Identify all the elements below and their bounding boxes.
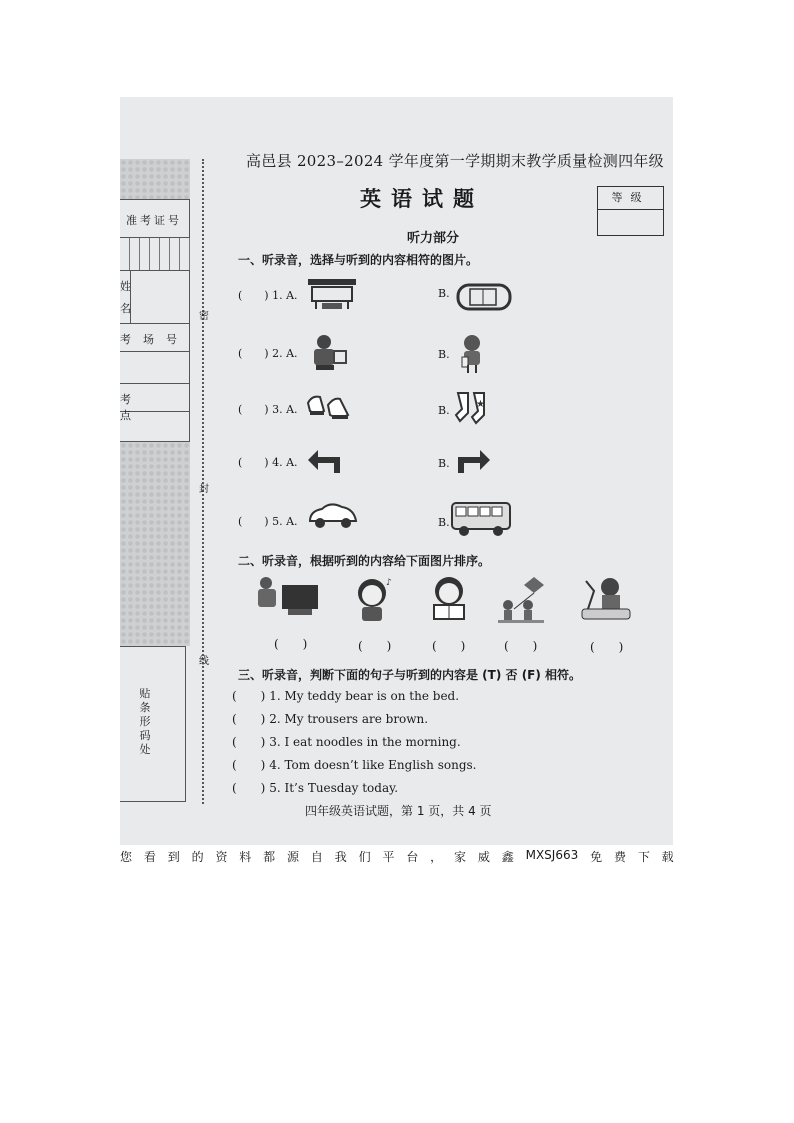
note-char: 下 — [637, 850, 650, 864]
exam-header: 高邑县 2023–2024 学年度第一学期期末教学质量检测四年级 — [246, 152, 664, 170]
tv-watching-icon — [256, 575, 320, 619]
svg-text:★: ★ — [476, 399, 485, 410]
girl-reading-icon — [426, 575, 472, 621]
seal-char-mi: 密 — [199, 311, 209, 322]
order-blank-3[interactable]: ( ) — [432, 639, 466, 653]
q3-b-label: B. — [438, 404, 450, 417]
room-input-row — [120, 352, 190, 384]
source-note — [120, 848, 674, 865]
tf-text: 5. It’s Tuesday today. — [269, 781, 399, 795]
tf-blank[interactable]: ( ) — [232, 781, 266, 795]
note-char: 您 — [120, 850, 133, 864]
car-icon — [306, 499, 360, 531]
note-char: 家 — [454, 850, 467, 864]
note-code: MXSJ663 — [525, 848, 579, 862]
hex-pattern-bottom — [120, 442, 190, 646]
page-title: 英语试题 — [360, 186, 484, 211]
q1-prefix: ( ) 1. A. — [238, 289, 298, 302]
tf-blank[interactable]: ( ) — [232, 689, 266, 703]
scanned-exam-page — [120, 97, 673, 845]
tf-text: 4. Tom doesn’t like English songs. — [269, 758, 477, 772]
site-row — [120, 384, 190, 422]
note-char: 免 — [590, 850, 603, 864]
note-char: 看 — [143, 850, 156, 864]
section-subtitle: 听力部分 — [407, 231, 460, 246]
note-char: 们 — [358, 850, 371, 864]
note-char: 费 — [613, 850, 626, 864]
grade-box — [597, 186, 664, 236]
barcode-label: 贴条形码处 — [139, 687, 151, 756]
exam-id-label: 准考证号 — [126, 214, 182, 227]
q4-b-label: B. — [438, 457, 450, 470]
note-char: 到 — [167, 850, 180, 864]
note-char: ， — [430, 850, 443, 864]
exam-id-grid — [120, 238, 190, 271]
q2-b-label: B. — [438, 348, 450, 361]
tf-text: 1. My teddy bear is on the bed. — [269, 689, 460, 703]
site-label: 考点 — [120, 393, 167, 422]
tf-text: 2. My trousers are brown. — [269, 712, 429, 726]
tf-blank[interactable]: ( ) — [232, 735, 266, 749]
page-footer: 四年级英语试题，第 1 页，共 4 页 — [305, 804, 492, 818]
tf-blank[interactable]: ( ) — [232, 758, 266, 772]
tf-item-3 — [232, 731, 476, 754]
classroom-icon — [306, 275, 358, 311]
turn-right-icon — [454, 447, 494, 475]
room-label: 考场号 — [120, 333, 189, 346]
note-char: 威 — [477, 850, 490, 864]
seal-char-feng: 封 — [199, 484, 209, 495]
name-row — [120, 270, 190, 324]
girl-singing-icon — [352, 575, 396, 623]
q5-prefix: ( ) 5. A. — [238, 515, 298, 528]
note-char: 资 — [215, 850, 228, 864]
note-char: 都 — [263, 850, 276, 864]
name-label-1: 姓 — [120, 280, 131, 293]
name-label-2: 名 — [120, 302, 131, 315]
room-row — [120, 324, 190, 352]
shoes-icon — [306, 391, 350, 423]
barcode-area — [120, 646, 186, 802]
tf-blank[interactable]: ( ) — [232, 712, 266, 726]
note-char: 台 — [406, 850, 419, 864]
note-char: 的 — [191, 850, 204, 864]
hex-pattern-top — [120, 159, 190, 199]
order-blank-5[interactable]: ( ) — [590, 640, 624, 654]
note-char: 我 — [334, 850, 347, 864]
note-char: 料 — [239, 850, 252, 864]
girl-drinking-icon — [456, 333, 488, 375]
window-icon — [456, 283, 512, 311]
section1-heading: 一、听录音，选择与听到的内容相符的图片。 — [238, 253, 479, 267]
q5-b-label: B. — [438, 516, 450, 529]
q4-prefix: ( ) 4. A. — [238, 456, 298, 469]
seal-char-xian: 线 — [199, 656, 209, 667]
q1-b-label: B. — [438, 287, 450, 300]
student-info-box — [120, 199, 190, 442]
order-blank-4[interactable]: ( ) — [504, 639, 538, 653]
note-char: 源 — [287, 850, 300, 864]
tf-list — [232, 685, 476, 800]
exam-id-row — [120, 200, 190, 238]
note-char: 平 — [382, 850, 395, 864]
section3-heading: 三、听录音，判断下面的句子与听到的内容是 (T) 否 (F) 相符。 — [238, 668, 582, 682]
old-man-icon — [306, 333, 350, 371]
kite-flying-icon — [494, 575, 548, 625]
tf-item-5 — [232, 777, 476, 800]
tf-item-4 — [232, 754, 476, 777]
note-char: 自 — [310, 850, 323, 864]
note-char: 载 — [661, 850, 674, 864]
socks-icon — [454, 391, 492, 427]
tf-item-2 — [232, 708, 476, 731]
section2-heading: 二、听录音，根据听到的内容给下面图片排序。 — [238, 554, 491, 568]
bus-icon — [450, 499, 512, 537]
tf-item-1 — [232, 685, 476, 708]
grade-label: 等级 — [598, 187, 663, 210]
tf-text: 3. I eat noodles in the morning. — [269, 735, 461, 749]
order-blank-1[interactable]: ( ) — [274, 637, 308, 651]
order-blank-2[interactable]: ( ) — [358, 639, 392, 653]
boy-homework-icon — [578, 575, 632, 625]
svg-text:♪: ♪ — [386, 578, 392, 588]
q2-prefix: ( ) 2. A. — [238, 347, 298, 360]
turn-left-icon — [306, 447, 346, 475]
note-char: 鑫 — [501, 850, 514, 864]
q3-prefix: ( ) 3. A. — [238, 403, 298, 416]
